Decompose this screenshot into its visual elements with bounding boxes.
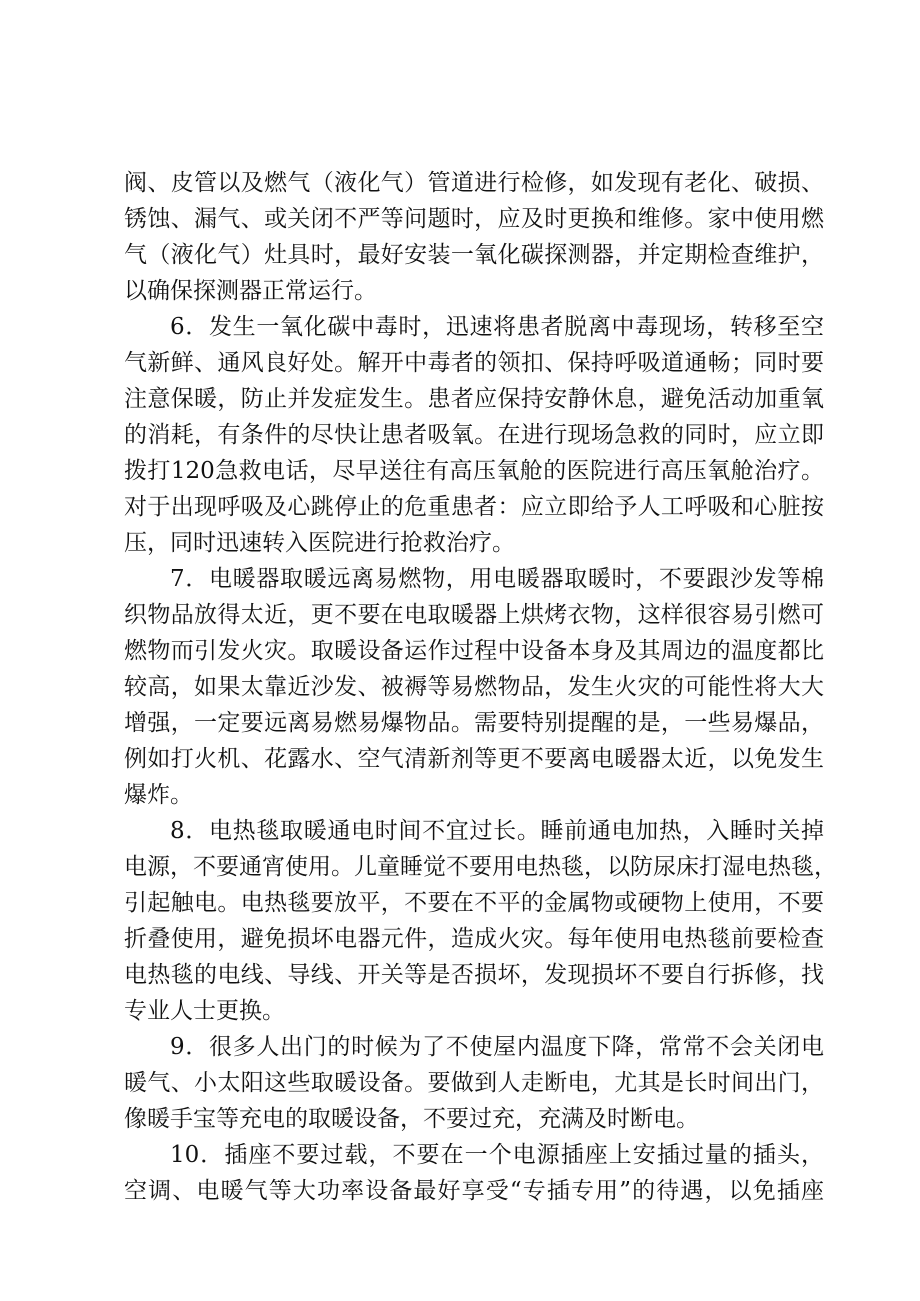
paragraph-9-first-line: 9．很多人出门的时候为了不使屋内温度下降，常常不会关闭电	[170, 1034, 824, 1060]
text-line: 锈蚀、漏气、或关闭不严等问题时，应及时更换和维修。家中使用燃	[124, 206, 824, 232]
text-line: 气新鲜、通风良好处。解开中毒者的领扣、保持呼吸道通畅；同时要	[124, 350, 824, 376]
text-line: 以确保探测器正常运行。	[124, 278, 377, 304]
text-line: 爆炸。	[124, 782, 193, 808]
text-line: 对于出现呼吸及心跳停止的危重患者：应立即给予人工呼吸和心脏按	[124, 494, 824, 520]
text-line: 燃物而引发火灾。取暖设备运作过程中设备本身及其周边的温度都比	[124, 638, 824, 664]
text-line: 织物品放得太近，更不要在电取暖器上烘烤衣物，这样很容易引燃可	[124, 602, 824, 628]
text-line: 暖气、小太阳这些取暖设备。要做到人走断电，尤其是长时间出门，	[124, 1070, 824, 1096]
text-line: 注意保暖，防止并发症发生。患者应保持安静休息，避免活动加重氧	[124, 386, 824, 412]
paragraph-8-first-line: 8．电热毯取暖通电时间不宜过长。睡前通电加热，入睡时关掉	[170, 818, 824, 844]
text-line: 压，同时迅速转入医院进行抢救治疗。	[124, 530, 515, 556]
text-line: 拨打120急救电话，尽早送往有高压氧舱的医院进行高压氧舱治疗。	[124, 458, 824, 484]
text-line: 的消耗，有条件的尽快让患者吸氧。在进行现场急救的同时，应立即	[124, 422, 824, 448]
text-line: 电源，不要通宵使用。儿童睡觉不要用电热毯，以防尿床打湿电热毯，	[124, 854, 837, 880]
text-line: 空调、电暖气等大功率设备最好享受“专插专用”的待遇，以免插座	[124, 1178, 824, 1204]
text-line: 引起触电。电热毯要放平，不要在不平的金属物或硬物上使用，不要	[124, 890, 824, 916]
text-line: 较高，如果太靠近沙发、被褥等易燃物品，发生火灾的可能性将大大	[124, 674, 824, 700]
paragraph-7-first-line: 7．电暖器取暖远离易燃物，用电暖器取暖时，不要跟沙发等棉	[170, 566, 824, 592]
text-line: 电热毯的电线、导线、开关等是否损坏，发现损坏不要自行拆修，找	[124, 962, 824, 988]
text-line: 专业人士更换。	[124, 998, 285, 1024]
text-line: 例如打火机、花露水、空气清新剂等更不要离电暖器太近，以免发生	[124, 746, 824, 772]
text-line: 增强，一定要远离易燃易爆物品。需要特别提醒的是，一些易爆品，	[124, 710, 824, 736]
text-line: 阀、皮管以及燃气（液化气）管道进行检修，如发现有老化、破损、	[124, 170, 824, 196]
paragraph-6-first-line: 6．发生一氧化碳中毒时，迅速将患者脱离中毒现场，转移至空	[170, 314, 824, 340]
text-line: 折叠使用，避免损坏电器元件，造成火灾。每年使用电热毯前要检查	[124, 926, 824, 952]
text-line: 像暖手宝等充电的取暖设备，不要过充，充满及时断电。	[124, 1106, 699, 1132]
paragraph-10-first-line: 10．插座不要过载，不要在一个电源插座上安插过量的插头，	[170, 1142, 824, 1168]
text-line: 气（液化气）灶具时，最好安装一氧化碳探测器，并定期检查维护，	[124, 242, 824, 268]
